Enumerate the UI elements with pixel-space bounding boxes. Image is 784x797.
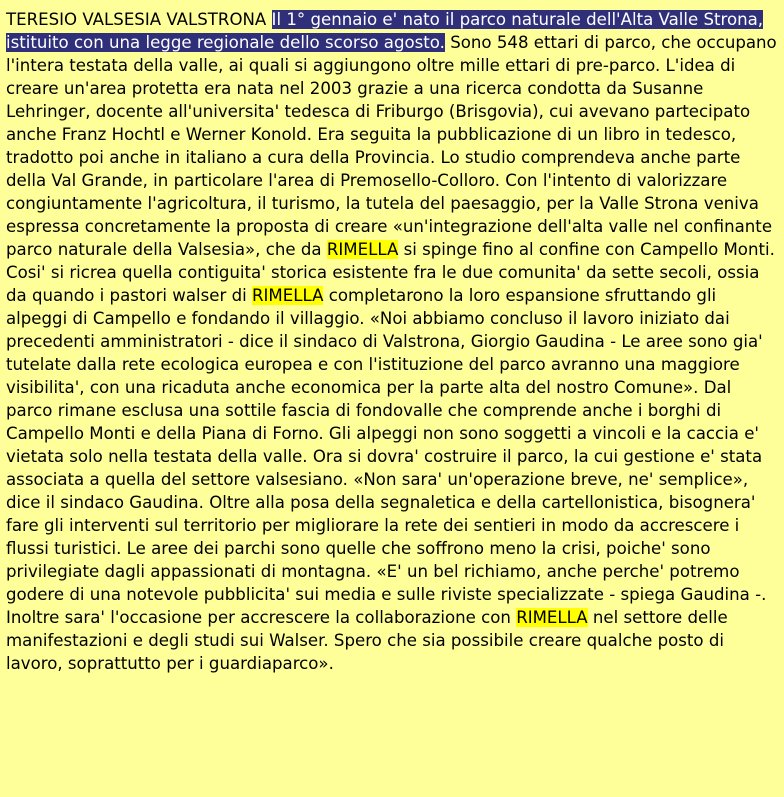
article-body-part-3: completarono la loro espansione sfruttando gli alpeggi di Campello e fondando il villaggio. «Noi abbiamo concluso il lavoro iniziato dai precedenti amministratori - dice il sindaco di Valstrona, Giorgio Gaudina - Le aree sono gia' tutelate dalla rete ecologica europea e con l'istituzione del parco avranno una maggiore visibilita', con una ricaduta anche economica per la parte alta del nostro Comune». Dal parco rimane esclusa una sottile fascia di fondovalle che comprende anche i borghi di Campello Monti e della Piana di Forno. Gli alpeggi non sono soggetti a vincoli e la caccia e' vietata solo nella testata della valle. Ora si dovra' costruire il parco, la cui gestione e' stata associata a quella del settore valsesiano. «Non sara' un'operazione breve, ne' semplice», dice il sindaco Gaudina. Oltre alla posa della segnaletica e della cartellonistica, bisognera' fare gli interventi sul territorio per migliorare la rete dei sentieri in modo da accrescere i flussi turistici. Le aree dei parchi sono quelle che soffrono meno la crisi, poiche' sono privilegiate dagli appassionati di montagna. «E' un bel richiamo, anche perche' potremo godere di una notevole pubblicita' sui media e sulle riviste specializzate - spiega Gaudina -. Inoltre sara' l'occasione per accrescere la collaborazione con <box>6 286 767 627</box>
selected-lead-sentence: Il 1° gennaio e' nato il parco naturale dell'Alta Valle Strona, istituito con una legge regionale dello scorso agosto. <box>6 10 764 52</box>
article-body-part-4: nel settore delle manifestazioni e degli studi sui Walser. Spero che sia possibile creare qualche posto di lavoro, soprattutto per i guardiaparco». <box>6 608 728 673</box>
article-body-part-1: Sono 548 ettari di parco, che occupano l'intera testata della valle, ai quali si aggiungono oltre mille ettari di pre-parco. L'idea di creare un'area protetta era nata nel 2003 grazie a una ricerca condotta da Susanne Lehringer, docente all'universita' tedesca di Friburgo (Brisgovia), cui avevano partecipato anche Franz Hochtl e Werner Konold. Era seguita la pubblicazione di un libro in tedesco, tradotto poi anche in italiano a cura della Provincia. Lo studio comprendeva anche parte della Val Grande, in particolare l'area di Premosello-Colloro. Con l'intento di valorizzare congiuntamente l'agricoltura, il turismo, la tutela del paesaggio, per la Valle Strona veniva espressa concretamente la proposta di creare «un'integrazione dell'alta valle nel confinante parco naturale della Valsesia», che da <box>6 33 777 259</box>
article-dateline: TERESIO VALSESIA VALSTRONA <box>6 10 267 29</box>
search-highlight-rimella-1: RIMELLA <box>326 240 399 259</box>
search-highlight-rimella-2: RIMELLA <box>252 286 324 305</box>
search-highlight-rimella-3: RIMELLA <box>516 608 588 627</box>
article-body-part-2: si spinge fino al confine con Campello Monti. Cosi' si ricrea quella contiguita' storica esistente fra le due comunita' da sette secoli, ossia da quando i pastori walser di <box>6 240 775 305</box>
article-text <box>6 8 780 675</box>
